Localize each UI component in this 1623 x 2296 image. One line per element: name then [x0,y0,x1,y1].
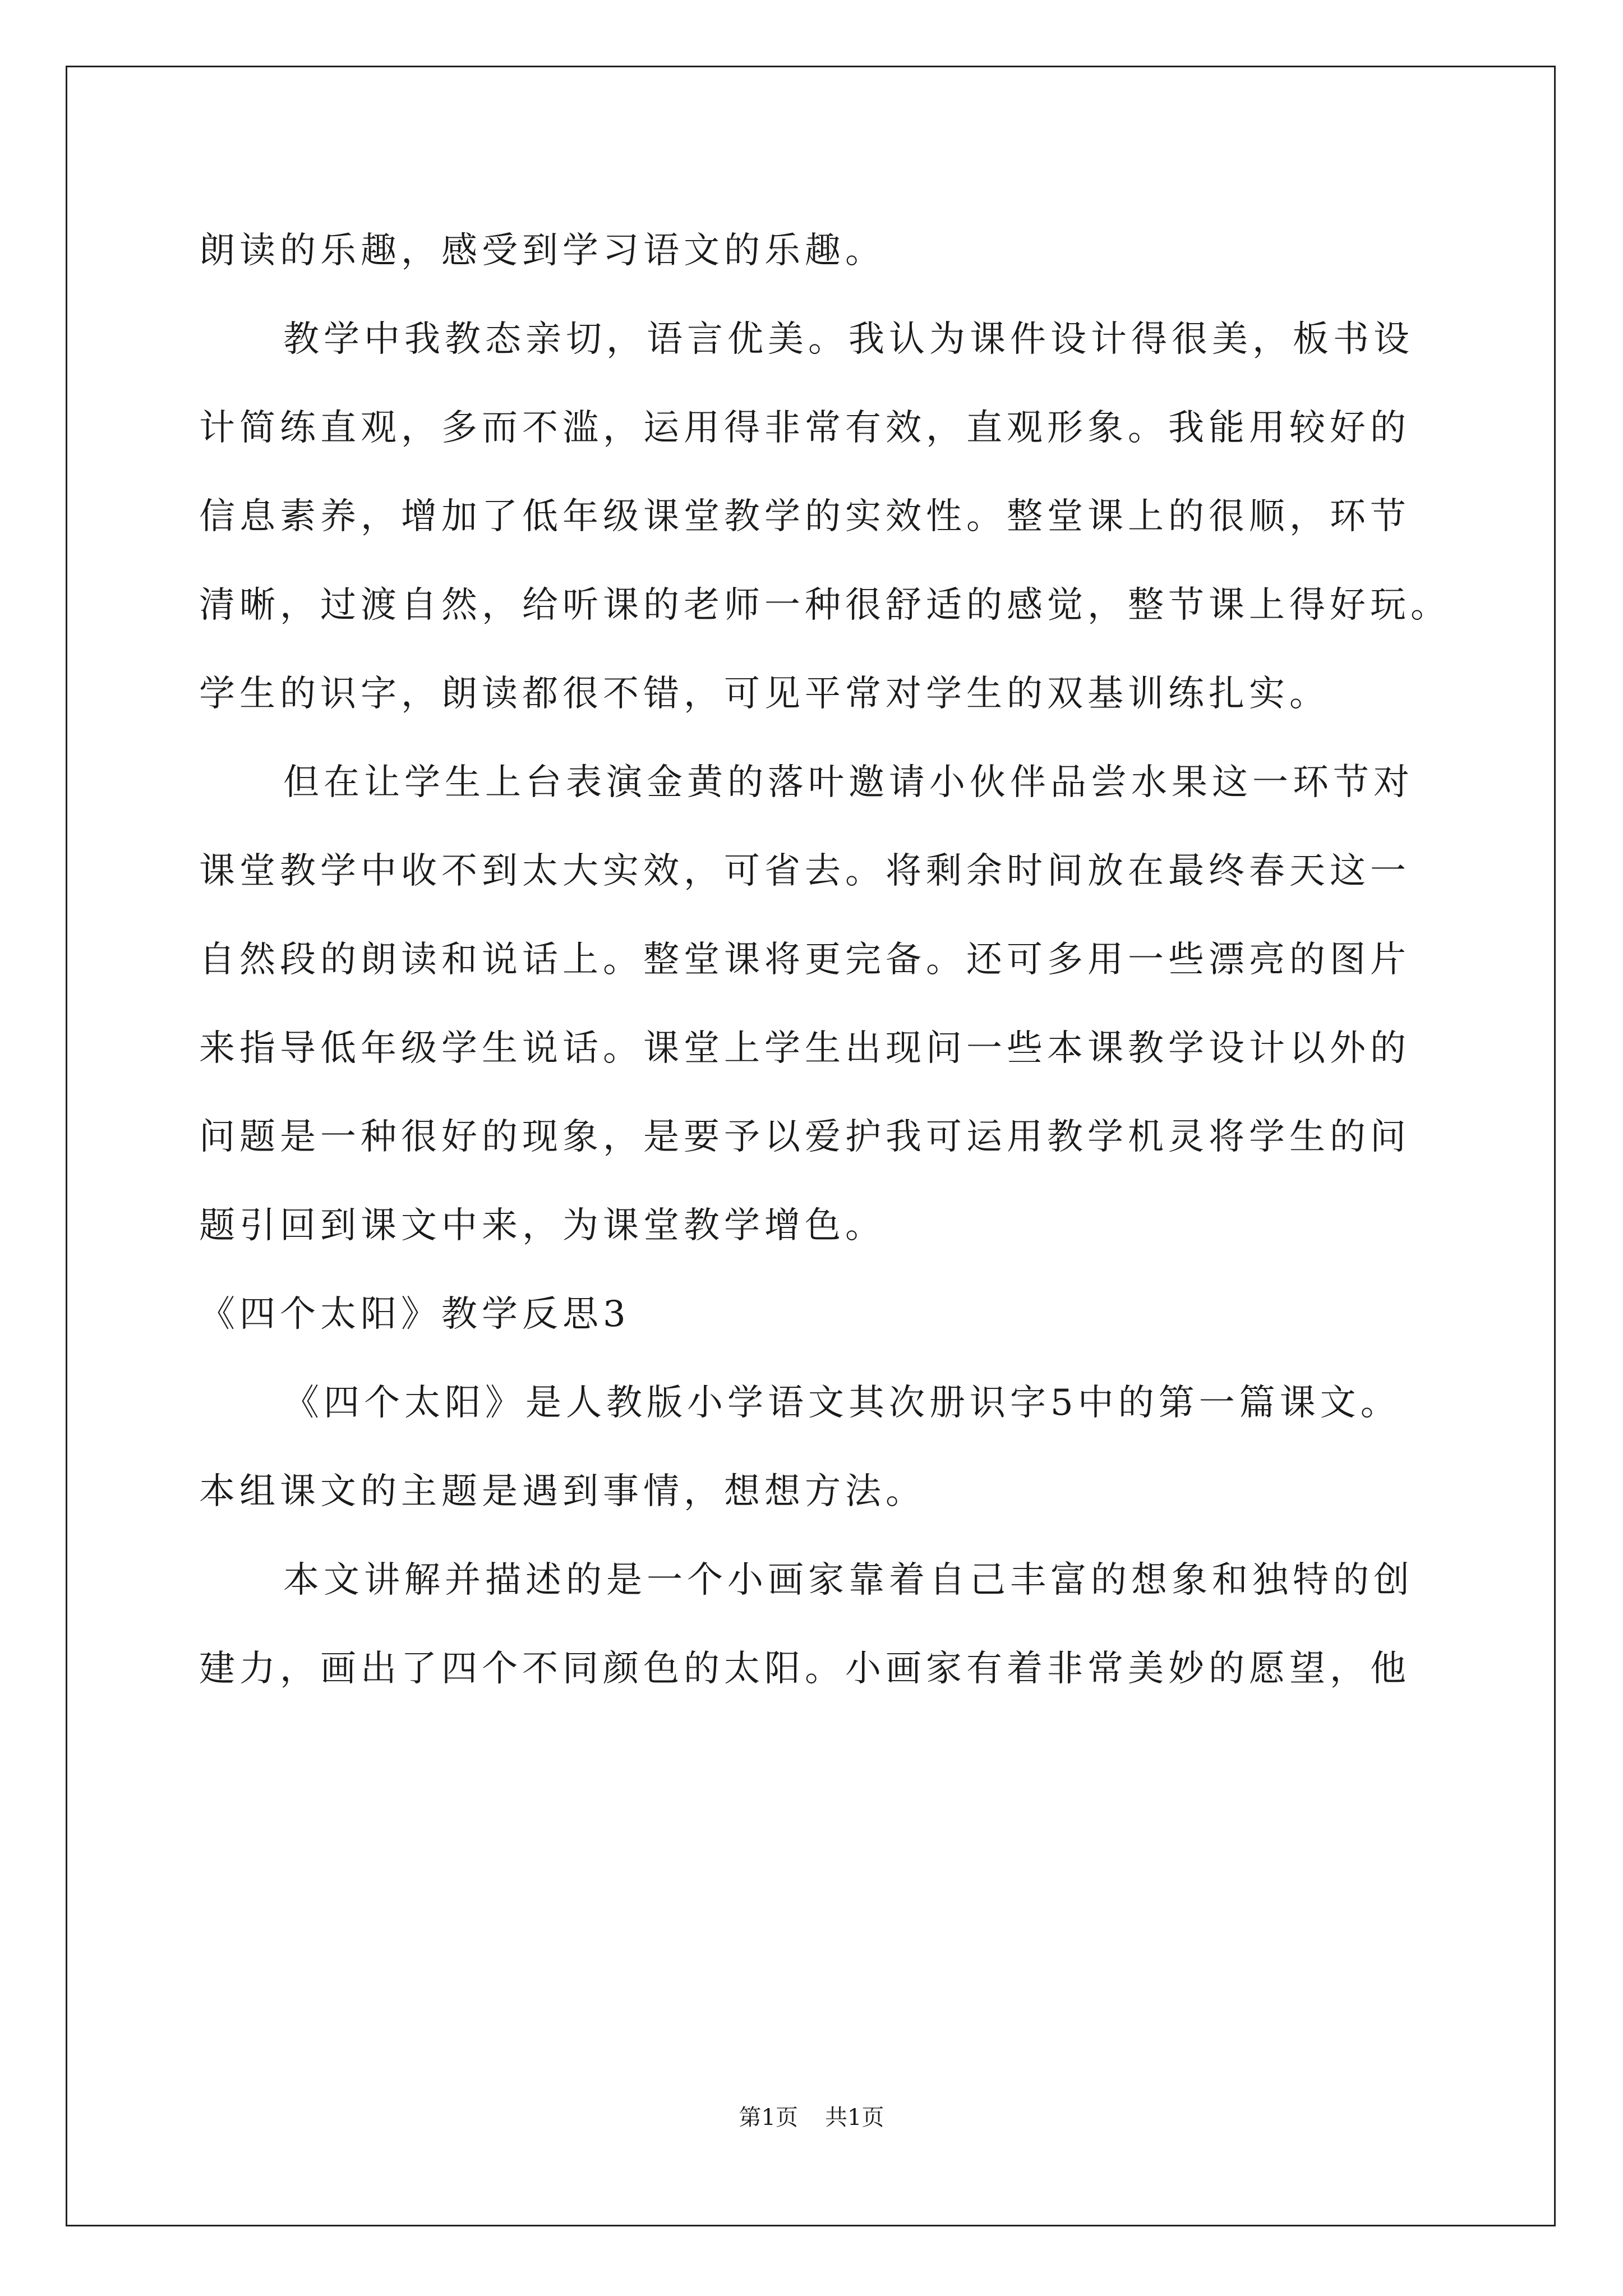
text-line: 教学中我教态亲切，语言优美。我认为课件设计得很美，板书设 [283,319,1414,360]
text-line: 清晰，过渡自然，给听课的老师一种很舒适的感觉，整节课上得好玩。 [199,585,1451,626]
page-total: 共1页 [825,2105,884,2131]
text-line: 信息素养，增加了低年级课堂教学的实效性。整堂课上的很顺，环节 [199,496,1410,537]
text-line: 计简练直观，多而不滥，运用得非常有效，直观形象。我能用较好的 [199,407,1410,449]
text-line: 但在让学生上台表演金黄的落叶邀请小伙伴品尝水果这一环节对 [283,762,1414,803]
text-line: 本组课文的主题是遇到事情，想想方法。 [199,1471,926,1512]
text-line: 《四个太阳》是人教版小学语文其次册识字5中的第一篇课文。 [283,1382,1401,1424]
text-line: 学生的识字，朗读都很不错，可见平常对学生的双基训练扎实。 [199,673,1330,715]
text-line: 建力，画出了四个不同颜色的太阳。小画家有着非常美妙的愿望，他 [199,1648,1410,1690]
section-heading: 《四个太阳》教学反思3 [199,1294,630,1335]
text-line: 本文讲解并描述的是一个小画家靠着自己丰富的想象和独特的创 [283,1559,1414,1601]
text-line: 朗读的乐趣，感受到学习语文的乐趣。 [199,230,886,272]
text-line: 课堂教学中收不到太大实效，可省去。将剩余时间放在最终春天这一 [199,850,1410,892]
text-line: 自然段的朗读和说话上。整堂课将更完备。还可多用一些漂亮的图片 [199,939,1410,981]
document-body [199,206,1451,1713]
text-line: 题引回到课文中来，为课堂教学增色。 [199,1205,886,1246]
page-footer [0,2101,1623,2134]
text-line: 问题是一种很好的现象，是要予以爱护我可运用教学机灵将学生的问 [199,1116,1410,1158]
page-number: 第1页 [739,2105,798,2131]
text-line: 来指导低年级学生说话。课堂上学生出现问一些本课教学设计以外的 [199,1028,1410,1069]
